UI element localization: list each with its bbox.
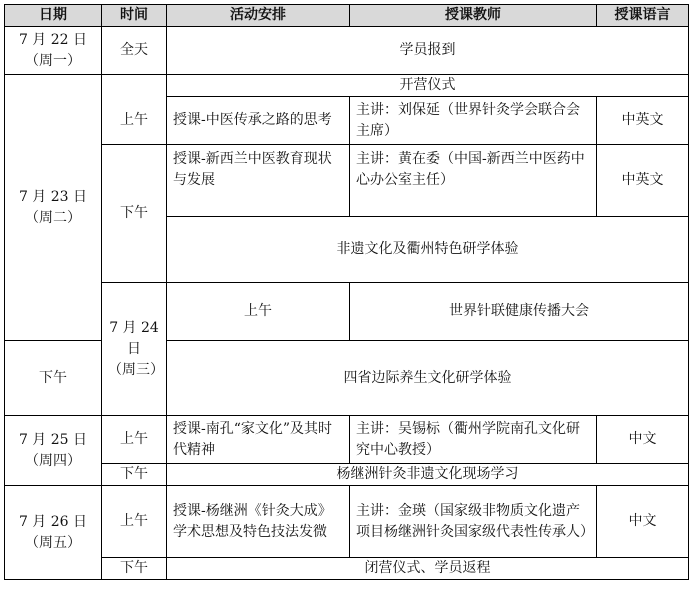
table-row (5, 558, 689, 580)
table-row (5, 283, 689, 341)
period-cell-blank (102, 75, 167, 97)
header-teacher: 授课教师 (350, 5, 597, 27)
header-time: 时间 (102, 5, 167, 27)
language-cell: 中英文 (597, 145, 689, 217)
period-cell: 上午 (102, 416, 167, 464)
period-cell: 上午 (102, 486, 167, 558)
activity-cell: 学员报到 (167, 27, 689, 75)
header-language: 授课语言 (597, 5, 689, 27)
table-row (5, 486, 689, 558)
date-cell (102, 283, 167, 416)
teacher-cell: 主讲：金瑛（国家级非物质文化遗产项目杨继洲针灸国家级代表性传承人） (350, 486, 597, 558)
activity-cell: 非遗文化及衢州特色研学体验 (167, 217, 689, 283)
activity-cell: 开营仪式 (167, 75, 689, 97)
period-cell: 下午 (102, 558, 167, 580)
date-text: 7 月 24 日 (109, 319, 159, 357)
activity-cell: 授课-中医传承之路的思考 (167, 97, 350, 145)
header-date: 日期 (5, 5, 102, 27)
date-cell (5, 75, 102, 341)
activity-cell: 授课-新西兰中医教育现状与发展 (167, 145, 350, 217)
period-cell: 全天 (102, 27, 167, 75)
teacher-cell: 主讲：吴锡标（衢州学院南孔文化研究中心教授） (350, 416, 597, 464)
language-cell: 中文 (597, 416, 689, 464)
table-row (5, 97, 689, 145)
date-cell (5, 486, 102, 580)
period-cell: 上午 (167, 283, 350, 341)
header-row (5, 5, 689, 27)
schedule-table (4, 4, 689, 580)
activity-cell: 授课-南孔“家文化”及其时代精神 (167, 416, 350, 464)
date-cell (5, 27, 102, 75)
weekday-text: （周一） (25, 52, 81, 69)
period-cell: 下午 (102, 464, 167, 486)
language-cell: 中文 (597, 486, 689, 558)
date-text: 7 月 25 日 (18, 431, 88, 448)
table-row (5, 464, 689, 486)
period-cell: 上午 (102, 97, 167, 145)
teacher-cell: 主讲：黄在委（中国-新西兰中医药中心办公室主任） (350, 145, 597, 217)
language-cell: 中英文 (597, 97, 689, 145)
date-text: 7 月 23 日 (18, 188, 88, 205)
activity-cell: 世界针联健康传播大会 (350, 283, 689, 341)
table-row (5, 27, 689, 75)
table-row (5, 75, 689, 97)
weekday-text: （周三） (108, 361, 164, 378)
weekday-text: （周二） (25, 209, 81, 226)
activity-cell: 闭营仪式、学员返程 (167, 558, 689, 580)
activity-cell: 杨继洲针灸非遗文化现场学习 (167, 464, 689, 486)
teacher-cell: 主讲：刘保延（世界针灸学会联合会主席） (350, 97, 597, 145)
table-row (5, 416, 689, 464)
table-row (5, 145, 689, 217)
weekday-text: （周四） (25, 452, 81, 469)
weekday-text: （周五） (25, 534, 81, 551)
activity-cell: 授课-杨继洲《针灸大成》学术思想及特色技法发微 (167, 486, 350, 558)
date-cell (5, 416, 102, 486)
activity-cell: 四省边际养生文化研学体验 (167, 341, 689, 416)
period-cell: 下午 (102, 145, 167, 283)
date-text: 7 月 22 日 (18, 31, 88, 48)
header-activity: 活动安排 (167, 5, 350, 27)
date-text: 7 月 26 日 (18, 513, 88, 530)
period-cell: 下午 (5, 341, 102, 416)
